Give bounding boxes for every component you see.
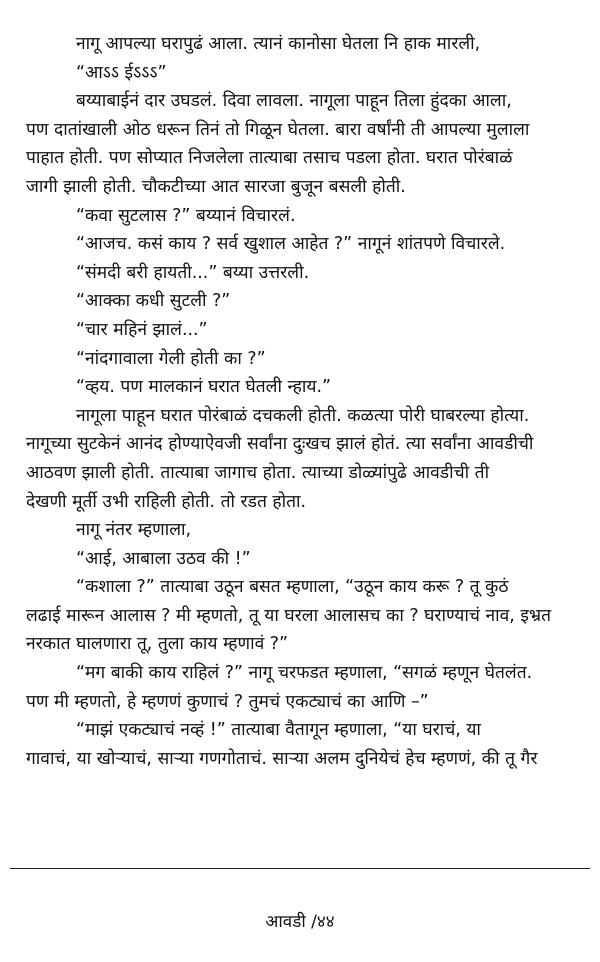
text-line: “आऽऽ ईऽऽऽ” — [76, 62, 167, 83]
page-body-text — [26, 30, 582, 773]
text-line: “संमदी बरी हायती...” बय्या उत्तरली. — [76, 262, 310, 283]
text-line: नागूच्या सुटकेनं आनंद होण्याऐवजी सर्वांना दुःखच झालं होतं. त्या सर्वांना आवडीची — [26, 434, 534, 455]
text-line: “आजच. कसं काय ? सर्व खुशाल आहेत ?” नागूनं शांतपणे विचारले. — [76, 234, 506, 255]
text-line: नागूला पाहून घरात पोरंबाळं दचकली होती. कळत्या पोरी घाबरल्या होत्या. — [76, 405, 530, 426]
text-line: “माझं एकट्याचं नव्हं !” तात्याबा वैतागून म्हणाला, “या घराचं, या — [76, 720, 481, 741]
text-line: “नांदगावाला गेली होती का ?” — [76, 348, 266, 369]
text-line: “कशाला ?” तात्याबा उठून बसत म्हणाला, “उठून काय करू ? तू कुठं — [76, 577, 509, 598]
text-line: “कवा सुटलास ?” बय्यानं विचारलं. — [76, 205, 296, 226]
text-line: पण मी म्हणतो, हे म्हणणं कुणाचं ? तुमचं एकट्याचं का आणि –” — [26, 691, 429, 712]
text-line: “चार महिनं झालं...” — [76, 319, 208, 340]
text-line: जागी झाली होती. चौकटीच्या आत सारजा बुजून बसली होती. — [26, 176, 406, 197]
text-line: देखणी मूर्ती उभी राहिली होती. तो रडत होता. — [26, 491, 307, 512]
text-line: आठवण झाली होती. तात्याबा जागाच होता. त्याच्या डोळ्यांपुढे आवडीची ती — [26, 462, 490, 483]
text-line: गावाचं, या खोऱ्याचं, साऱ्या गणगोताचं. साऱ्या अलम दुनियेचं हेच म्हणणं, की तू गैर — [26, 748, 538, 769]
text-line: पण दातांखाली ओठ धरून तिनं तो गिळून घेतला. बारा वर्षांनी ती आपल्या मुलाला — [26, 119, 530, 140]
text-line: नागू आपल्या घरापुढं आला. त्यानं कानोसा घेतला नि हाक मारली, — [76, 34, 481, 54]
text-line: “व्हय. पण मालकानं घरात घेतली न्हाय.” — [76, 377, 332, 398]
text-line: “आक्का कधी सुटली ?” — [76, 291, 231, 312]
footer-divider — [10, 868, 590, 869]
text-line: “मग बाकी काय राहिलं ?” नागू चरफडत म्हणाला, “सगळं म्हणून घेतलंत. — [76, 663, 533, 684]
page-footer: आवडी /४४ — [265, 912, 335, 932]
text-line: लढाई मारून आलास ? मी म्हणतो, तू या घरला आलासच का ? घराण्याचं नाव, इभ्रत — [26, 605, 552, 626]
text-line: पाहात होती. पण सोप्यात निजलेला तात्याबा तसाच पडला होता. घरात पोरंबाळं — [26, 148, 513, 169]
text-line: बय्याबाईनं दार उघडलं. दिवा लावला. नागूला पाहून तिला हुंदका आला, — [76, 91, 512, 112]
text-line: नागू नंतर म्हणाला, — [76, 520, 192, 541]
text-line: नरकात घालणारा तू, तुला काय म्हणावं ?” — [26, 634, 289, 655]
text-line: “आई, आबाला उठव की !” — [76, 548, 251, 569]
